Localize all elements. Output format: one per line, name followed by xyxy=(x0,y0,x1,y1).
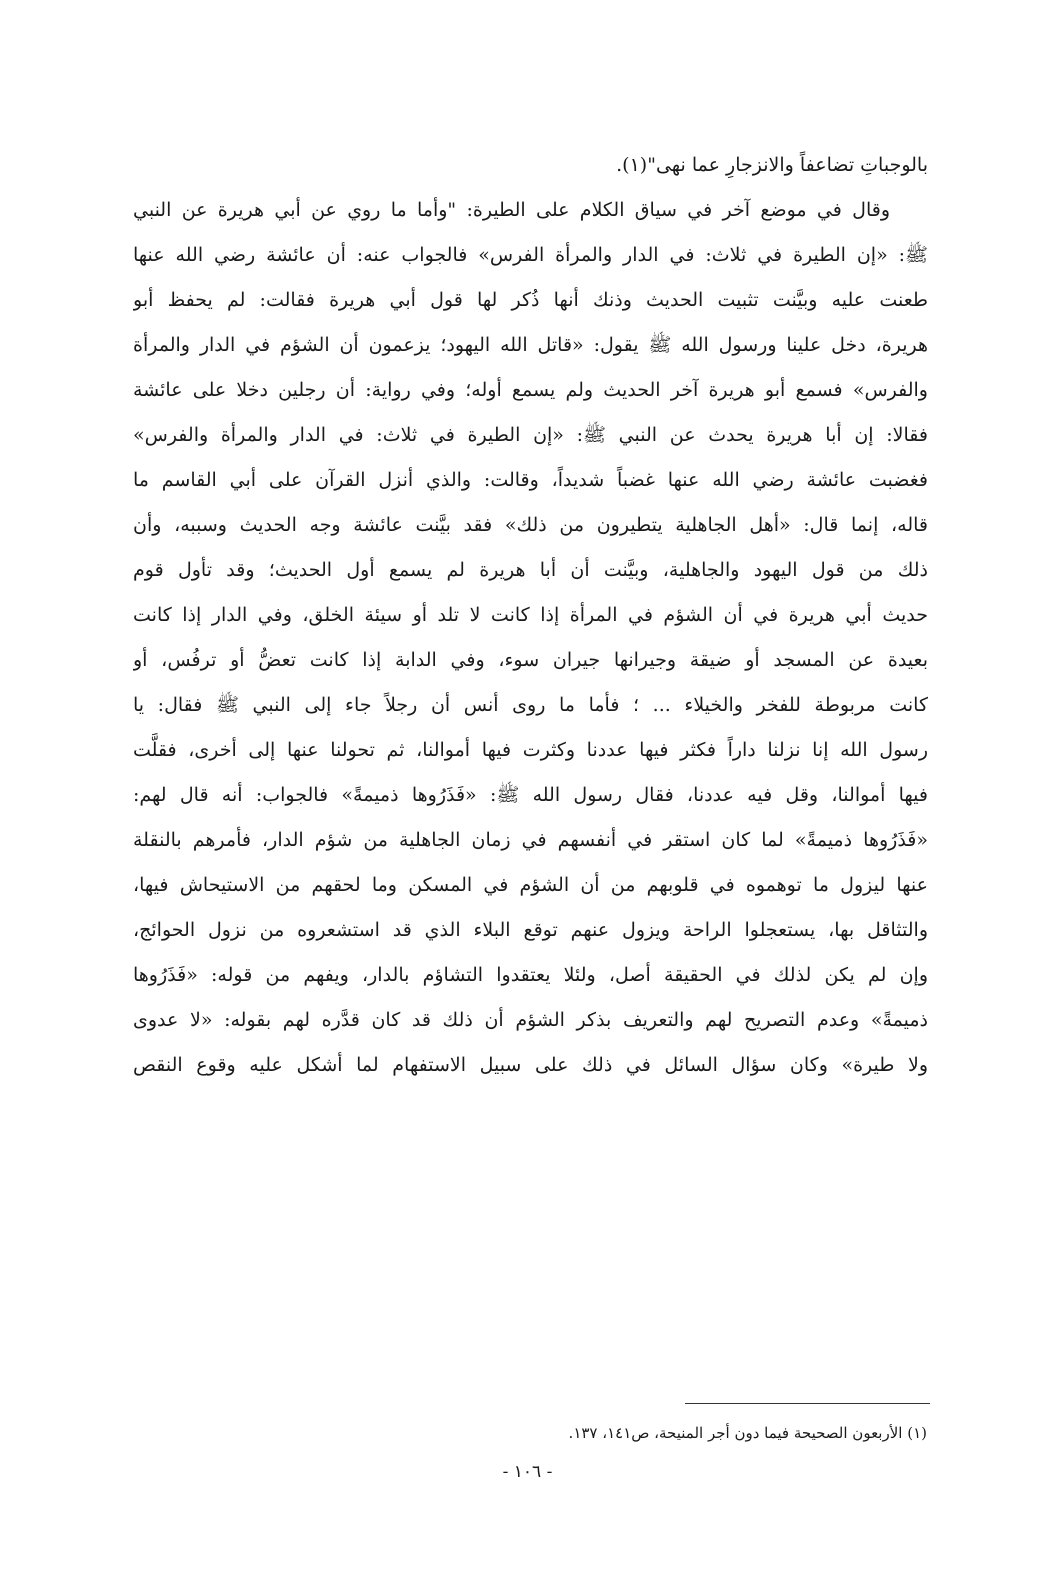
body-line: والتثاقل بها، يستعجلوا الراحة ويزول عنهم توقع البلاء الذي قد استشعروه من نزول الحوائج، xyxy=(133,919,928,941)
body-line: فيها أموالنا، وقل فيه عددنا، فقال رسول الله ﷺ: «فَذَرُوها ذميمةً» فالجواب: أنه قال لهم: xyxy=(133,784,928,806)
body-line: هريرة، دخل علينا ورسول الله ﷺ يقول: «قاتل الله اليهود؛ يزعمون أن الشؤم في الدار والمرأة xyxy=(133,334,928,356)
body-line: ولا طيرة» وكان سؤال السائل في ذلك على سبيل الاستفهام لما أشكل عليه وقوع النقص xyxy=(133,1054,928,1076)
body-line: ﷺ: «إن الطيرة في ثلاث: في الدار والمرأة الفرس» فالجواب عنه: أن عائشة رضي الله عنها xyxy=(133,244,928,266)
body-line: حديث أبي هريرة في أن الشؤم في المرأة إذا كانت لا تلد أو سيئة الخلق، وفي الدار إذا كانت xyxy=(133,604,928,626)
body-line: فغضبت عائشة رضي الله عنها غضباً شديداً، وقالت: والذي أنزل القرآن على أبي القاسم ما xyxy=(133,469,928,491)
footnote: (١) الأربعون الصحيحة فيما دون أجر المنيحة، ص١٤١، ١٣٧. xyxy=(568,1424,927,1442)
body-line: وإن لم يكن لذلك في الحقيقة أصل، ولئلا يعتقدوا التشاؤم بالدار، ويفهم من قوله: «فَذَرُوها xyxy=(133,964,928,986)
page-number: - ١٠٦ - xyxy=(502,1462,553,1482)
body-text xyxy=(133,143,928,1088)
body-line: كانت مربوطة للفخر والخيلاء ... ؛ فأما ما روى أنس أن رجلاً جاء إلى النبي ﷺ فقال: يا xyxy=(133,694,928,716)
body-line: والفرس» فسمع أبو هريرة آخر الحديث ولم يسمع أوله؛ وفي رواية: أن رجلين دخلا على عائشة xyxy=(133,379,928,401)
body-line: عنها ليزول ما توهموه في قلوبهم من أن الشؤم في المسكن وما لحقهم من الاستيحاش فيها، xyxy=(133,874,928,896)
body-line: وقال في موضع آخر في سياق الكلام على الطيرة: "وأما ما روي عن أبي هريرة عن النبي xyxy=(133,199,890,221)
body-line: ذميمةً» وعدم التصريح لهم والتعريف بذكر الشؤم أن ذلك قد كان قدَّره لهم بقوله: «لا عدوى xyxy=(133,1009,928,1031)
body-line: رسول الله إنا نزلنا داراً فكثر فيها عددنا وكثرت فيها أموالنا، ثم تحولنا عنها إلى أخرى، فقلَّت xyxy=(133,739,928,761)
body-line: قاله، إنما قال: «أهل الجاهلية يتطيرون من ذلك» فقد بيَّنت عائشة وجه الحديث وسببه، وأن xyxy=(133,514,928,536)
footnote-divider xyxy=(685,1403,930,1404)
body-line: «فَذَرُوها ذميمةً» لما كان استقر في أنفسهم في زمان الجاهلية من شؤم الدار، فأمرهم بالنقلة xyxy=(133,829,928,851)
body-line: فقالا: إن أبا هريرة يحدث عن النبي ﷺ: «إن الطيرة في ثلاث: في الدار والمرأة والفرس» xyxy=(133,424,928,446)
body-line: ذلك من قول اليهود والجاهلية، وبيَّنت أن أبا هريرة لم يسمع أول الحديث؛ وقد تأول قوم xyxy=(133,559,928,581)
body-line: بعيدة عن المسجد أو ضيقة وجيرانها جيران سوء، وفي الدابة إذا كانت تعضُّ أو ترفُس، أو xyxy=(133,649,928,671)
body-line: بالوجباتِ تضاعفاً والانزجارِ عما نهى"(١). xyxy=(616,154,928,176)
body-line: طعنت عليه وبيَّنت تثبيت الحديث وذنك أنها ذُكر لها قول أبي هريرة فقالت: لم يحفظ أبو xyxy=(133,289,928,311)
